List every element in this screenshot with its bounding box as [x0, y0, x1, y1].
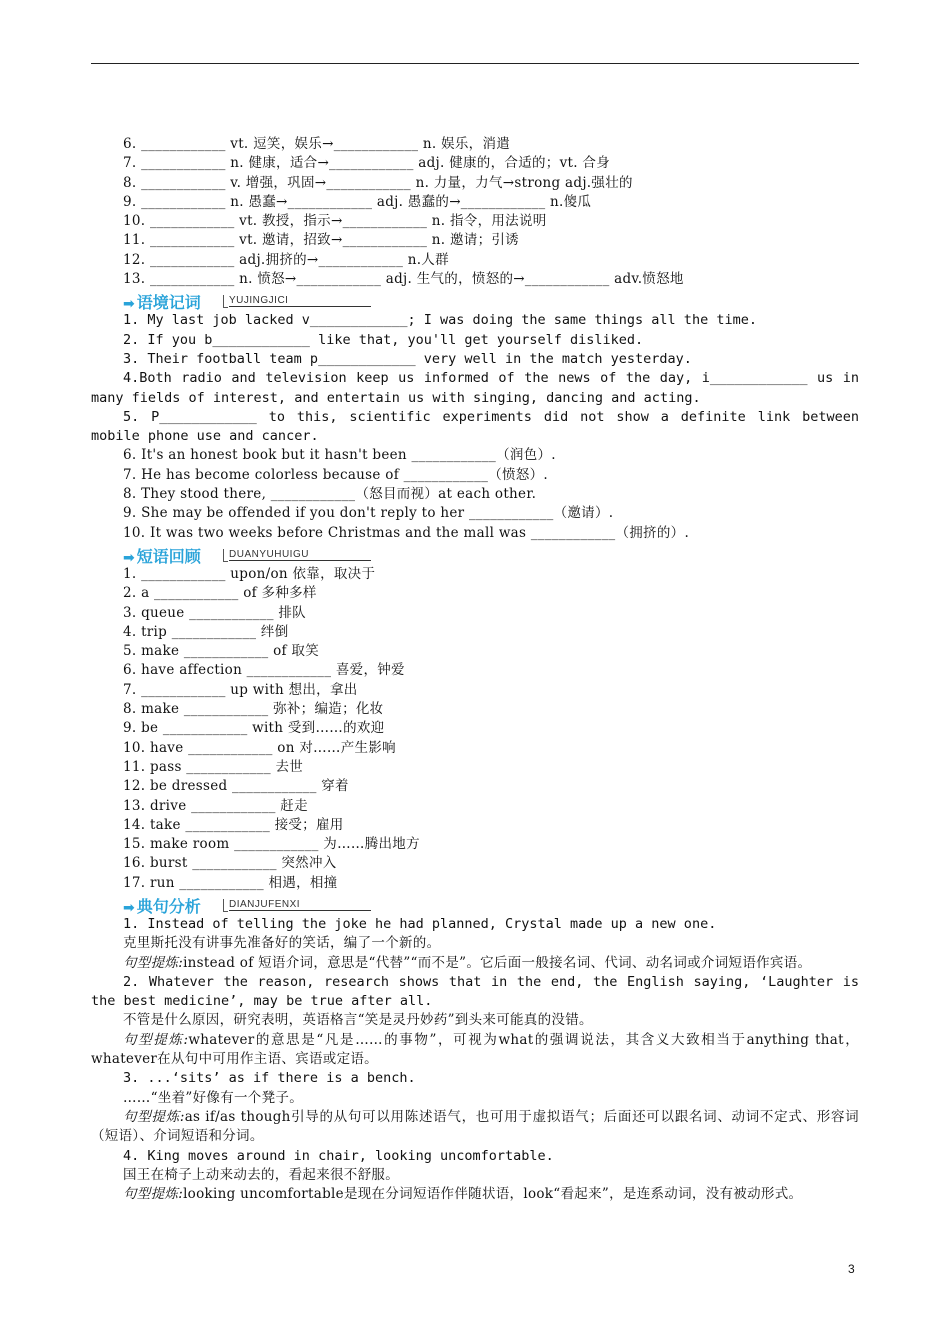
- section-title: ➡ 典句分析: [123, 896, 201, 916]
- phrase-item: 7. ____________ up with 想出，拿出: [123, 681, 358, 698]
- header-rule: [91, 63, 859, 64]
- note-text: looking uncomfortable是现在分词短语作伴随状语，look“看起来”，是连系动词，没有被动形式。: [183, 1186, 803, 1203]
- sentence-note: [91, 1108, 859, 1147]
- context-item: 4.Both radio and television keep us informed of the news of the day, i____________ us in many fields of interest, and entertain us with singing, dancing and acting.: [91, 370, 859, 406]
- sentence-en: 2. Whatever the reason, research shows that in the end, the English saying, ‘Laughter is the best medicine’, may be true after all.: [91, 973, 859, 1010]
- arrow-icon: ➡: [123, 549, 135, 566]
- context-item: 9. She may be offended if you don't reply to her ____________（邀请）.: [123, 505, 614, 522]
- section-title: ➡ 短语回顾: [123, 546, 201, 566]
- vocab-list: [91, 135, 859, 289]
- note-text: as if/as though引导的从句可以用陈述语气，也可用于虚拟语气；后面还可以跟名词、动词不定式、形容词（短语）、介词短语和分词。: [91, 1108, 859, 1145]
- phrase-item: 15. make room ____________ 为……腾出地方: [123, 836, 420, 853]
- vocab-item: 9. ____________ n. 愚蠢→____________ adj. 愚蠢的→____________ n.傻瓜: [123, 193, 592, 210]
- phrase-item: 2. a ____________ of 多种多样: [123, 585, 317, 602]
- page-number: 3: [848, 1262, 855, 1276]
- phrase-list: [91, 565, 859, 893]
- phrase-item: 3. queue ____________ 排队: [123, 604, 306, 621]
- context-item: 2. If you b____________ like that, you'll get yourself disliked.: [123, 331, 644, 348]
- arrow-icon: ➡: [123, 899, 135, 916]
- phrase-item: 8. make ____________ 弥补；编造；化妆: [123, 701, 384, 718]
- sentence-en: 4. King moves around in chair, looking uncomfortable.: [123, 1147, 554, 1164]
- phrase-item: 10. have ____________ on 对……产生影响: [123, 739, 396, 756]
- vocab-item: 8. ____________ v. 增强，巩固→____________ n. 力量，力气→strong adj.强壮的: [123, 174, 633, 191]
- context-item: 6. It's an honest book but it hasn't been ____________（润色）.: [123, 447, 556, 464]
- phrase-item: 4. trip ____________ 绊倒: [123, 623, 289, 640]
- phrase-item: 5. make ____________ of 取笑: [123, 643, 319, 660]
- sentence-block: [91, 1069, 859, 1146]
- context-item: 3. Their football team p____________ very well in the match yesterday.: [123, 350, 692, 367]
- note-label: 句型提炼:: [123, 1108, 185, 1125]
- vocab-item: 11. ____________ vt. 邀请，招致→____________ n. 邀请；引诱: [123, 232, 519, 249]
- sentence-note: [91, 954, 859, 973]
- sentence-en: 3. ...‘sits’ as if there is a bench.: [123, 1070, 416, 1087]
- corner-bracket-icon: [223, 899, 228, 912]
- phrase-item: 11. pass ____________ 去世: [123, 758, 304, 775]
- note-label: 句型提炼:: [123, 1186, 184, 1203]
- sentence-block: [91, 1147, 859, 1205]
- sentence-block: [91, 973, 859, 1069]
- sentence-note: [91, 1185, 859, 1204]
- worksheet-body: [91, 135, 859, 1204]
- phrase-item: 17. run ____________ 相遇，相撞: [123, 874, 338, 891]
- vocab-item: 10. ____________ vt. 教授，指示→____________ n. 指令，用法说明: [123, 213, 547, 230]
- sentence-zh: 克里斯托没有讲事先准备好的笑话，编了一个新的。: [123, 935, 441, 952]
- section-pinyin: DIANJUFENXI: [229, 899, 371, 911]
- note-label: 句型提炼:: [123, 1031, 189, 1048]
- section-header-context: [123, 291, 859, 311]
- sentence-en: 1. Instead of telling the joke he had planned, Crystal made up a new one.: [123, 915, 717, 932]
- vocab-item: 6. ____________ vt. 逗笑，娱乐→____________ n. 娱乐，消遣: [123, 136, 511, 152]
- arrow-icon: ➡: [123, 296, 135, 313]
- section-title: ➡ 语境记词: [123, 293, 201, 313]
- context-item: 7. He has become colorless because of ____________（愤怒）.: [123, 466, 548, 483]
- phrase-item: 13. drive ____________ 赶走: [123, 797, 308, 814]
- section-pinyin: DUANYUHUIGU: [229, 549, 371, 561]
- vocab-item: 13. ____________ n. 愤怒→____________ adj. 生气的，愤怒的→____________ adv.愤怒地: [123, 271, 684, 288]
- phrase-item: 9. be ____________ with 受到……的欢迎: [123, 720, 385, 737]
- sentence-zh: 不管是什么原因，研究表明，英语格言“笑是灵丹妙药”到头来可能真的没错。: [123, 1012, 593, 1029]
- phrase-item: 16. burst ____________ 突然冲入: [123, 855, 337, 872]
- section-pinyin: YUJINGJICI: [229, 295, 371, 307]
- corner-bracket-icon: [223, 295, 228, 308]
- section-header-sentence: [123, 895, 859, 915]
- sentence-list: [91, 915, 859, 1204]
- sentence-zh: 国王在椅子上动来动去的，看起来很不舒服。: [123, 1166, 399, 1183]
- note-text: instead of 短语介词，意思是“代替”“而不是”。它后面一般接名词、代词、动名词或介词短语作宾语。: [183, 954, 812, 971]
- note-label: 句型提炼:: [123, 954, 184, 971]
- vocab-item: 7. ____________ n. 健康，适合→____________ adj. 健康的，合适的；vt. 合身: [123, 155, 611, 172]
- sentence-zh: ……“坐着”好像有一个凳子。: [123, 1089, 304, 1106]
- context-list: [91, 311, 859, 543]
- context-item: 5. P____________ to this, scientific experiments did not show a definite link between mobile phone use and cancer.: [91, 408, 859, 445]
- corner-bracket-icon: [223, 549, 228, 562]
- sentence-block: [91, 915, 859, 973]
- note-text: whatever的意思是“凡是……的事物”，可视为what的强调说法，其含义大致相当于anything that，whatever在从句中可用作主语、宾语或定语。: [91, 1031, 859, 1068]
- phrase-item: 6. have affection ____________ 喜爱，钟爱: [123, 662, 405, 679]
- context-item: 10. It was two weeks before Christmas and the mall was ____________（拥挤的）.: [123, 524, 690, 541]
- phrase-item: 14. take ____________ 接受；雇用: [123, 816, 344, 833]
- context-item: 8. They stood there, ____________（怒目而视）at each other.: [123, 486, 537, 503]
- sentence-note: [91, 1031, 859, 1070]
- vocab-item: 12. ____________ adj.拥挤的→____________ n.人群: [123, 251, 449, 268]
- context-item: 1. My last job lacked v____________; I was doing the same things all the time.: [123, 312, 757, 329]
- phrase-item: 12. be dressed ____________ 穿着: [123, 778, 349, 795]
- section-header-phrase: [123, 545, 859, 565]
- phrase-item: 1. ____________ upon/on 依靠，取决于: [123, 565, 376, 582]
